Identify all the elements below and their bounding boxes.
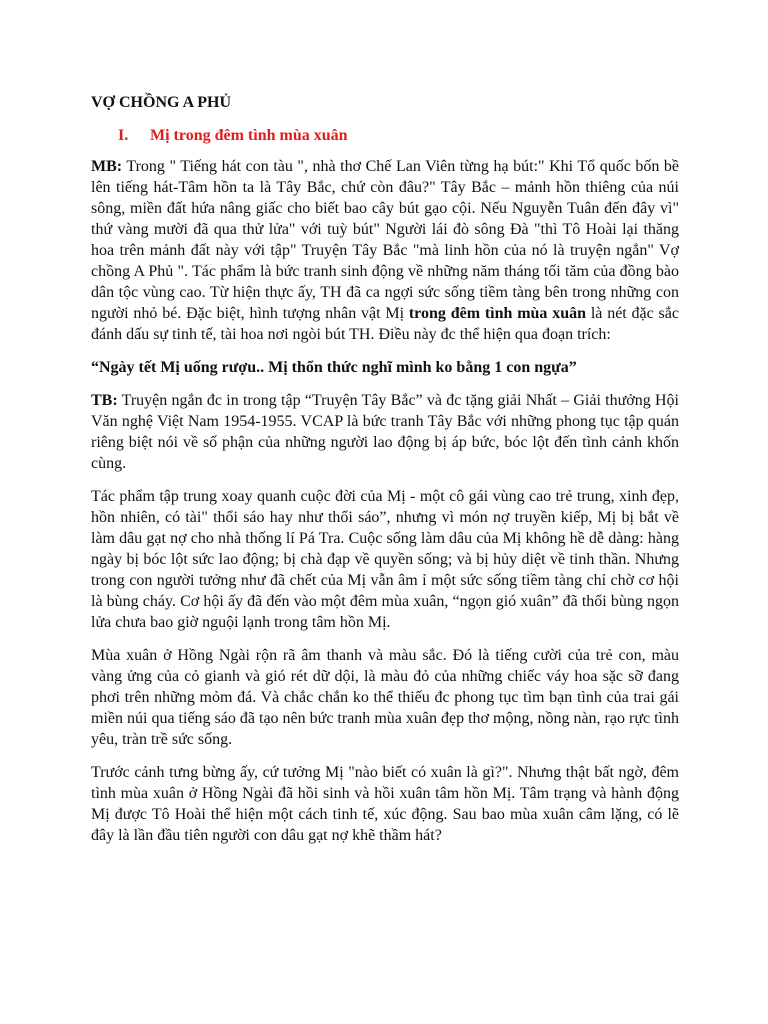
mb-bold-phrase: trong đêm tình mùa xuân [408, 305, 587, 322]
tb-label: TB: [91, 392, 118, 409]
section-number: I. [118, 127, 129, 144]
paragraph-3: Tác phẩm tập trung xoay quanh cuộc đời của Mị - một cô gái vùng cao trẻ trung, xinh đẹp, hồn nhiên, có tài" thổi sáo hay như thổi sáo”, nhưng vì món nợ truyền kiếp, Mị bị bắt về làm dâu gạt nợ cho nhà thống lí Pá Tra. Cuộc sống làm dâu của Mị không hề dễ dàng: hàng ngày bị bóc lột sức lao động; bị chà đạp về quyền sống; và bị hủy diệt về tinh thần. Nhưng trong con người tưởng như đã chết của Mị vẫn âm ỉ một sức sống tiềm tàng chỉ chờ cơ hội là bùng cháy. Cơ hội ấy đã đến vào một đêm mùa xuân, “ngọn gió xuân” đã thổi bùng ngọn lửa chưa bao giờ nguội lạnh trong tâm hồn Mị. [91, 488, 679, 631]
paragraph-tb [91, 390, 679, 474]
paragraph-mb [91, 156, 679, 345]
mb-label: MB: [91, 158, 123, 175]
quote-line: “Ngày tết Mị uống rượu.. Mị thổn thức nghĩ mình ko bằng 1 con ngựa” [91, 359, 577, 376]
mb-text-2: là nét đặc sắc đánh dấu sự tinh tế, tài hoa nơi ngòi bút TH. Điều này đc thể hiện qua đoạn trích: [91, 305, 679, 343]
mb-text-1: Trong " Tiếng hát con tàu ", nhà thơ Chế Lan Viên từng hạ bút:" Khi Tổ quốc bốn bề lên tiếng hát-Tâm hồn ta là Tây Bắc, chứ còn đâu?" Tây Bắc – mảnh hồn thiêng của núi sông, miền đất hứa nâng giấc cho biết bao cây bút gạo cội. Nếu Nguyễn Tuân đến đây vì" thứ vàng mười đã qua thử lửa" với tuỳ bút" Người lái đò sông Đà "thì Tô Hoài lại thăng hoa trên mảnh đất này với tập" Truyện Tây Bắc "mà linh hồn của nó là truyện ngắn" Vợ chồng A Phủ ". Tác phẩm là bức tranh sinh động về những năm tháng tối tăm của đồng bào dân tộc vùng cao. Từ hiện thực ấy, TH đã ca ngợi sức sống tiềm tàng bên trong những con người nhỏ bé. Đặc biệt, hình tượng nhân vật Mị [91, 158, 679, 322]
section-heading [91, 125, 679, 146]
paragraph-4: Mùa xuân ở Hồng Ngài rộn rã âm thanh và màu sắc. Đó là tiếng cười của trẻ con, màu vàng ửng của cỏ gianh và gió rét dữ dội, là màu đỏ của những chiếc váy hoa sặc sỡ đang phơi trên những mỏm đá. Và chắc chắn ko thể thiếu đc phong tục tìm bạn tình của trai gái miền núi qua tiếng sáo đã tạo nên bức tranh mùa xuân đẹp thơ mộng, nồng nàn, rạo rực tình yêu, tràn trề sức sống. [91, 647, 679, 748]
document-title: VỢ CHỒNG A PHỦ [91, 94, 232, 111]
section-heading-text: Mị trong đêm tình mùa xuân [150, 127, 348, 144]
tb-text: Truyện ngắn đc in trong tập “Truyện Tây Bắc” và đc tặng giải Nhất – Giải thưởng Hội Văn nghệ Việt Nam 1954-1955. VCAP là bức tranh Tây Bắc với những phong tục tập quán riêng biệt nói về số phận của những người lao động bị áp bức, bóc lột đến tình cảnh khốn cùng. [91, 392, 679, 472]
paragraph-5: Trước cảnh tưng bừng ấy, cứ tưởng Mị "nào biết có xuân là gì?". Nhưng thật bất ngờ, đêm tình mùa xuân ở Hồng Ngài đã hồi sinh và hồi xuân tâm hồn Mị. Tâm trạng và hành động Mị được Tô Hoài thể hiện một cách tinh tế, xúc động. Sau bao mùa xuân câm lặng, có lẽ đây là lần đầu tiên người con dâu gạt nợ khẽ thầm hát? [91, 764, 679, 844]
document-page [91, 92, 679, 858]
